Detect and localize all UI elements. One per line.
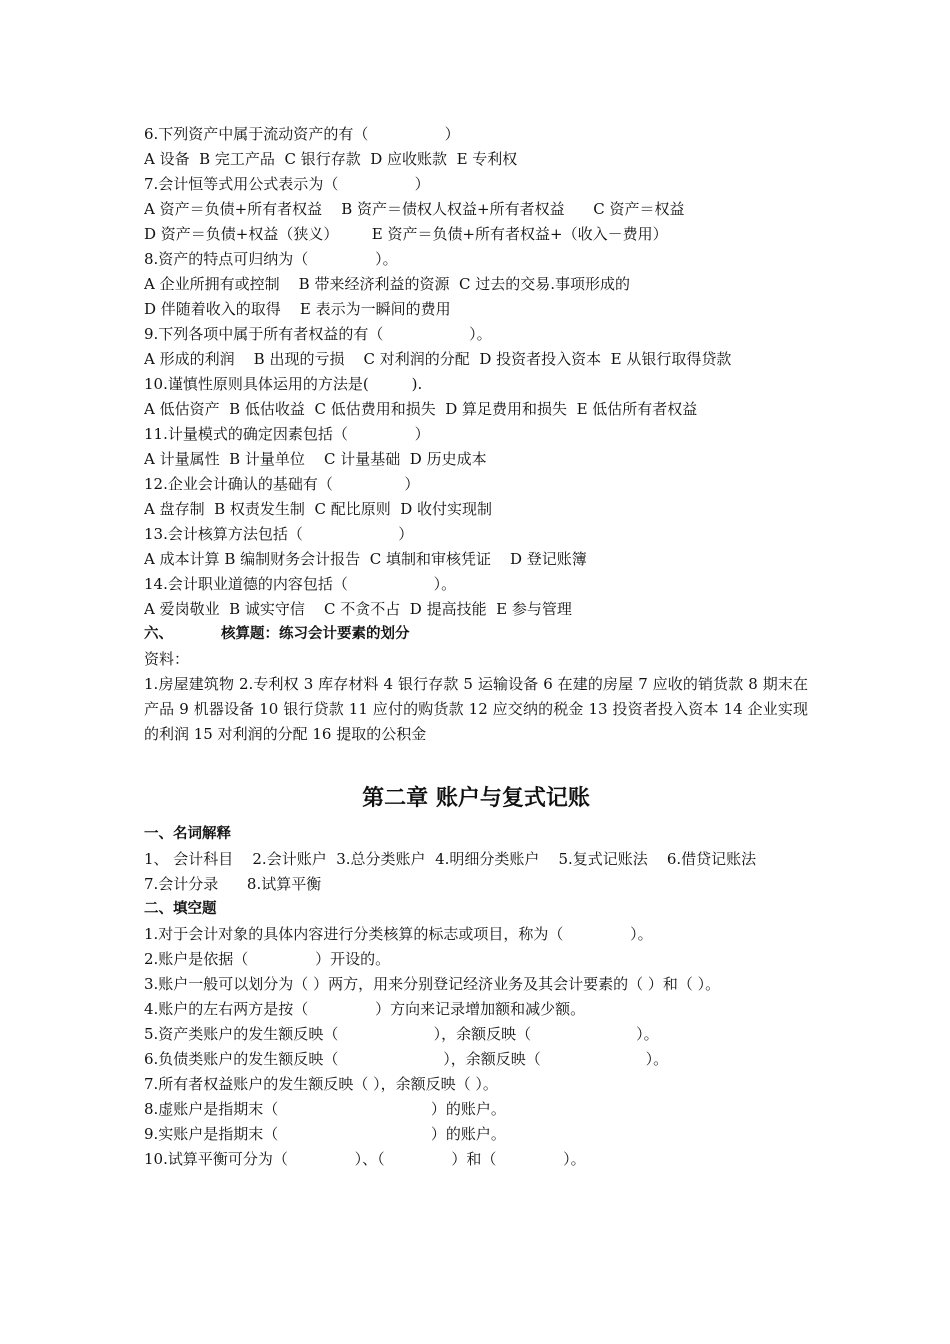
chapter-title: 第二章 账户与复式记账 [362,786,590,811]
question-11: 11.计量模式的确定因素包括（ ） [144,425,430,443]
question-10-options: A 低估资产 B 低估收益 C 低估费用和损失 D 算足费用和损失 E 低估所有者权益 [144,400,698,418]
question-6: 6.下列资产中属于流动资产的有（ ） [144,125,460,143]
question-9-options: A 形成的利润 B 出现的亏损 C 对利润的分配 D 投资者投入资本 E 从银行取得贷款 [144,350,732,368]
question-8-options-b: D 伴随着收入的取得 E 表示为一瞬间的费用 [144,300,451,318]
question-13: 13.会计核算方法包括（ ） [144,525,414,543]
question-9: 9.下列各项中属于所有者权益的有（ ）。 [144,325,492,343]
question-6-options: A 设备 B 完工产品 C 银行存款 D 应收账款 E 专利权 [144,150,518,168]
question-14: 14.会计职业道德的内容包括（ ）。 [144,575,457,593]
terms-line-2: 7.会计分录 8.试算平衡 [144,875,322,893]
question-11-options: A 计量属性 B 计量单位 C 计量基础 D 历史成本 [144,450,487,468]
section-6-title: 核算题：练习会计要素的划分 [221,626,410,642]
fill-question-3: 3.账户一般可以划分为（ ）两方，用来分别登记经济业务及其会计要素的（ ）和（ ）。 [144,975,721,993]
fill-question-10: 10.试算平衡可分为（ ）、（ ）和（ ）。 [144,1150,586,1168]
fill-question-2: 2.账户是依据（ ）开设的。 [144,950,391,968]
fill-question-8: 8.虚账户是指期末（ ）的账户。 [144,1100,506,1118]
section-2-heading: 二、填空题 [144,901,217,917]
multiple-choice-questions [144,122,808,747]
question-8: 8.资产的特点可归纳为（ ）。 [144,250,398,268]
fill-question-6: 6.负债类账户的发生额反映（ ），余额反映（ ）。 [144,1050,669,1068]
fill-question-1: 1.对于会计对象的具体内容进行分类核算的标志或项目，称为（ ）。 [144,925,653,943]
section-6-heading [144,622,808,647]
question-7: 7.会计恒等式用公式表示为（ ） [144,175,430,193]
chapter-two-content [144,822,808,1172]
terms-line-1: 1、 会计科目 2.会计账户 3.总分类账户 4.明细分类账户 5.复式记账法 6.借贷记账法 [144,850,757,868]
fill-question-9: 9.实账户是指期末（ ）的账户。 [144,1125,506,1143]
question-12: 12.企业会计确认的基础有（ ） [144,475,420,493]
material-text: 1.房屋建筑物 2.专利权 3 库存材料 4 银行存款 5 运输设备 6 在建的房屋 7 应收的销货款 8 期末在产品 9 机器设备 10 银行贷款 11 应付的购货款 12 应交纳的税金 13 投资者投入资本 14 企业实现的利润 15 对利润的分配 16 提取的公积金 [144,675,808,743]
question-10: 10.谨慎性原则具体运用的方法是( ). [144,375,423,393]
question-7-options-a: A 资产＝负债+所有者权益 B 资产＝债权人权益+所有者权益 C 资产＝权益 [144,200,685,218]
fill-question-7: 7.所有者权益账户的发生额反映（ ），余额反映（ ）。 [144,1075,498,1093]
question-14-options: A 爱岗敬业 B 诚实守信 C 不贪不占 D 提高技能 E 参与管理 [144,600,572,618]
section-6-number: 六、 [144,626,173,642]
question-7-options-b: D 资产＝负债+权益（狭义） E 资产＝负债+所有者权益+（收入－费用） [144,225,668,243]
material-label: 资料： [144,650,190,668]
fill-question-5: 5.资产类账户的发生额反映（ ），余额反映（ ）。 [144,1025,659,1043]
question-12-options: A 盘存制 B 权责发生制 C 配比原则 D 收付实现制 [144,500,493,518]
question-13-options: A 成本计算 B 编制财务会计报告 C 填制和审核凭证 D 登记账簿 [144,550,587,568]
section-1-heading: 一、名词解释 [144,826,231,842]
question-8-options-a: A 企业所拥有或控制 B 带来经济利益的资源 C 过去的交易.事项形成的 [144,275,631,293]
fill-question-4: 4.账户的左右两方是按（ ）方向来记录增加额和减少额。 [144,1000,586,1018]
